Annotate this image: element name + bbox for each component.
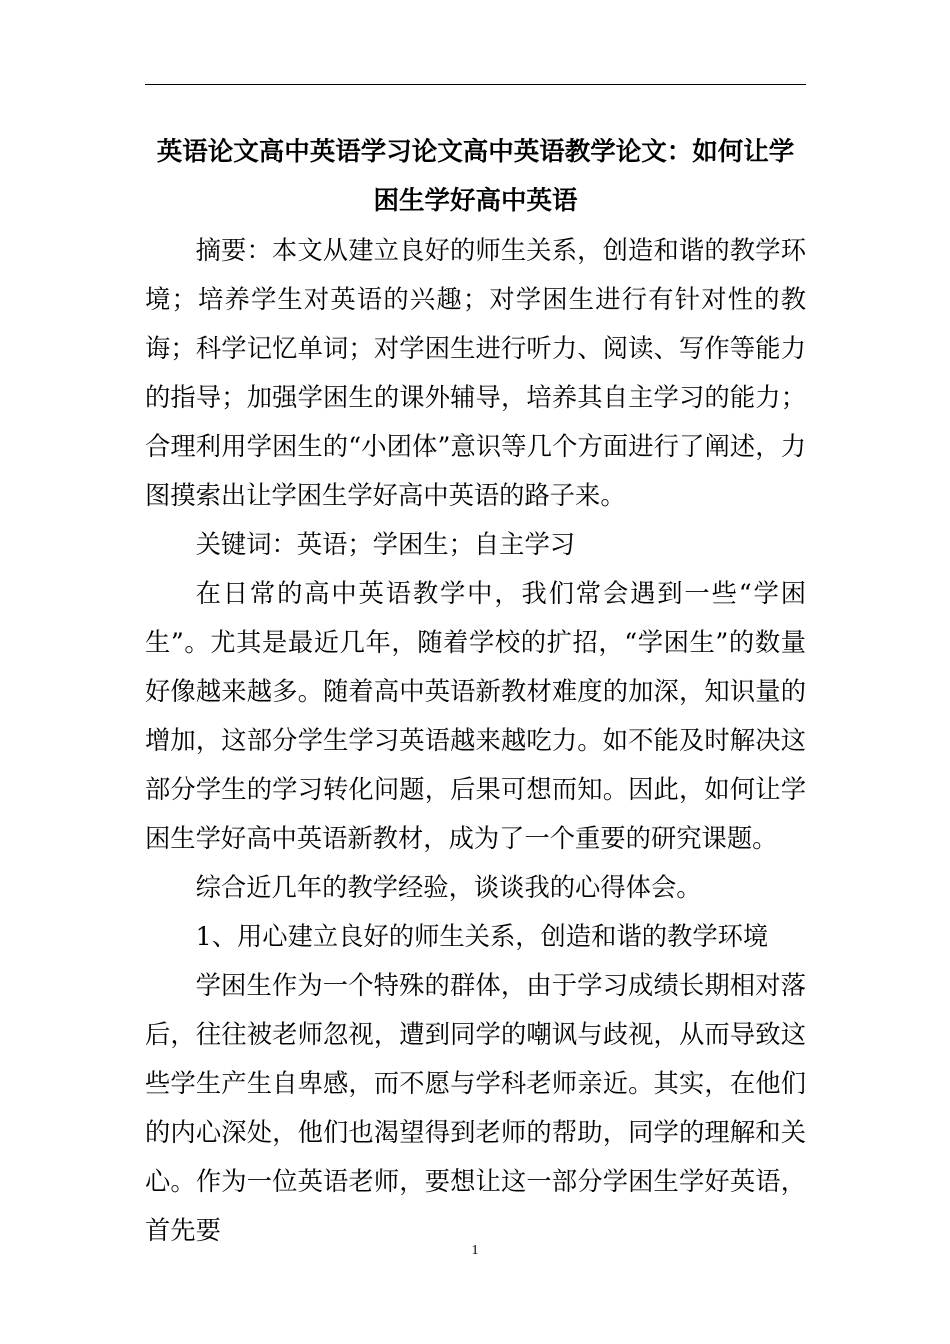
document-title: 英语论文高中英语学习论文高中英语教学论文：如何让学困生学好高中英语	[156, 137, 795, 216]
section-heading-1: 1、用心建立良好的师生关系，创造和谐的教学环境	[195, 922, 769, 951]
intro-paragraph: 在日常的高中英语教学中，我们常会遇到一些“学困生”。尤其是最近几年，随着学校的扩招，“学困生”的数量好像越来越多。随着高中英语新教材难度的加深，知识量的增加，这部分学生学习英语越来越吃力。如不能及时解决这部分学生的学习转化问题，后果可想而知。因此，如何让学困生学好高中英语新教材，成为了一个重要的研究课题。	[145, 579, 806, 853]
document-body	[145, 226, 806, 1255]
header-rule	[145, 84, 806, 85]
experience-paragraph: 综合近几年的教学经验，谈谈我的心得体会。	[195, 873, 702, 902]
page-number: 1	[471, 1243, 479, 1258]
body-paragraph: 学困生作为一个特殊的群体，由于学习成绩长期相对落后，往往被老师忽视，遭到同学的嘲讽与歧视，从而导致这些学生产生自卑感，而不愿与学科老师亲近。其实，在他们的内心深处，他们也渴望得到老师的帮助，同学的理解和关心。作为一位英语老师，要想让这一部分学困生学好英语，首先要	[145, 971, 806, 1245]
abstract-paragraph: 摘要：本文从建立良好的师生关系，创造和谐的教学环境；培养学生对英语的兴趣；对学困生进行有针对性的教诲；科学记忆单词；对学困生进行听力、阅读、写作等能力的指导；加强学困生的课外辅导，培养其自主学习的能力；合理利用学困生的“小团体”意识等几个方面进行了阐述，力图摸索出让学困生学好高中英语的路子来。	[145, 236, 806, 510]
keywords-paragraph: 关键词：英语；学困生；自主学习	[195, 530, 576, 559]
